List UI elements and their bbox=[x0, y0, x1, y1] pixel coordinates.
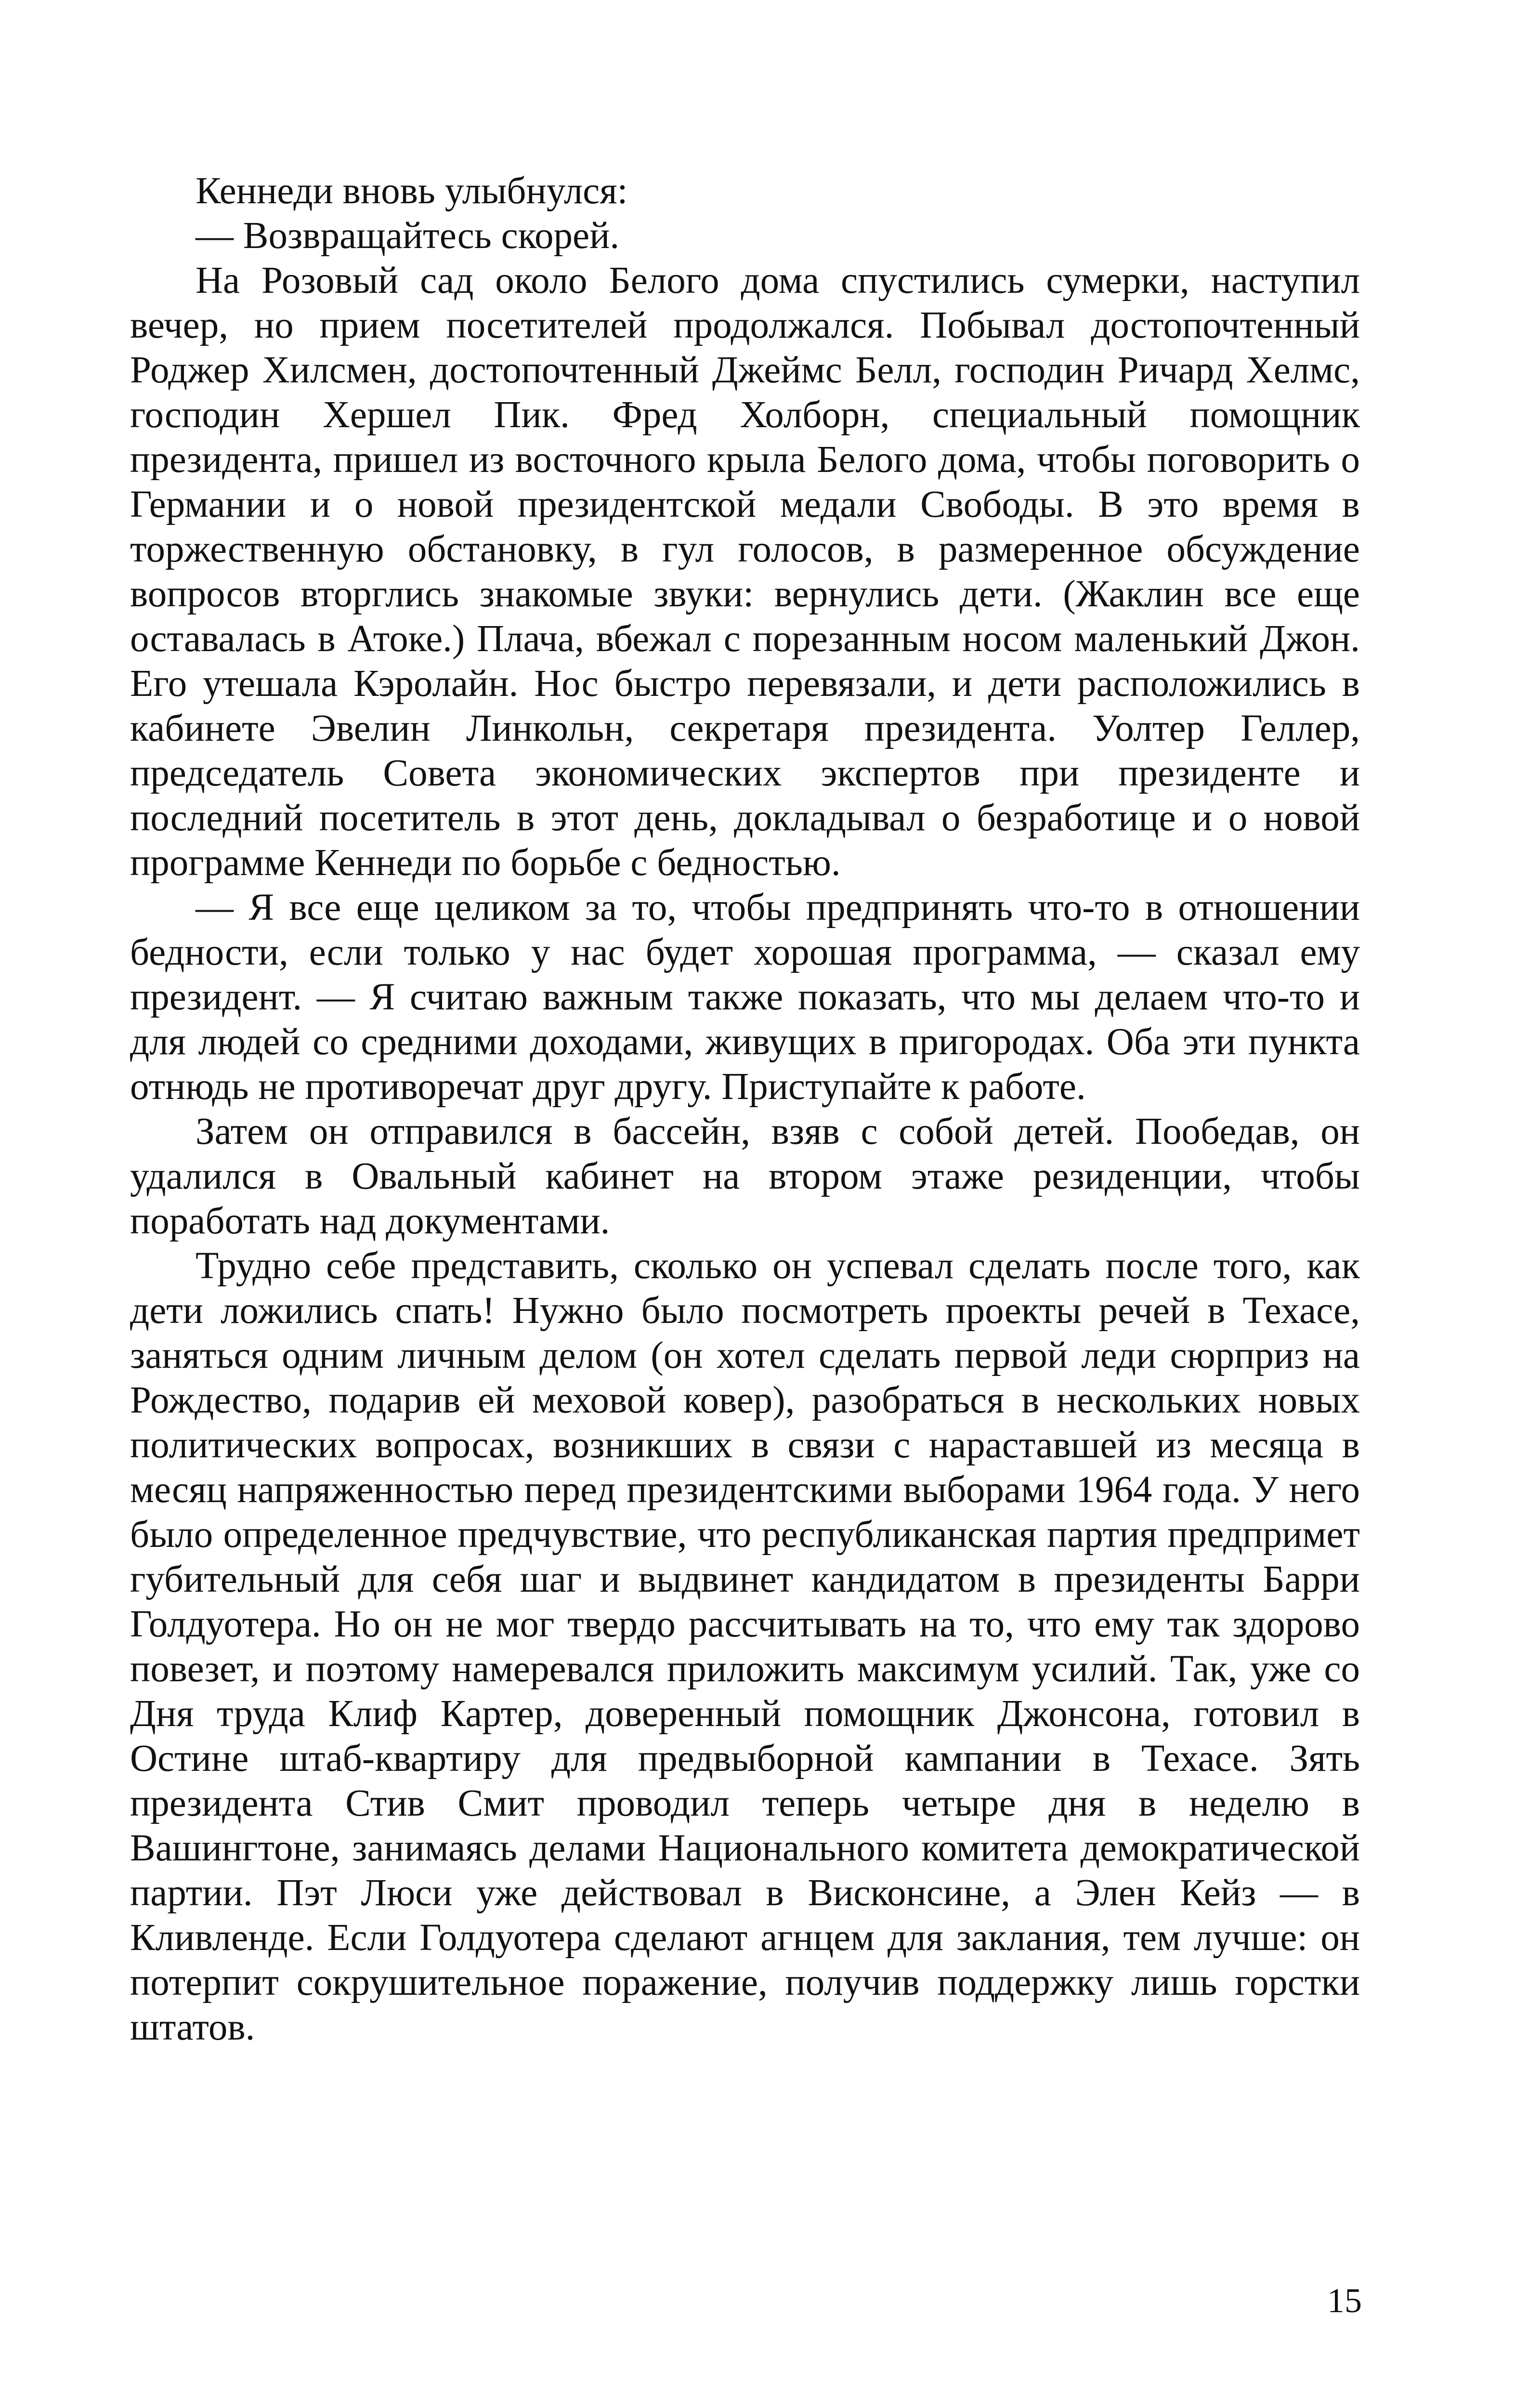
paragraph-3: На Розовый сад около Белого дома спустились сумерки, наступил вечер, но прием посетителей продолжался. Побывал достопочтенный Роджер Хилсмен, достопочтенный Джеймс Белл, господин Ричард Хелмс, господин Хершел Пик. Фред Холборн, специальный помощник президента, пришел из восточного крыла Белого дома, чтобы поговорить о Германии и о новой президентской медали Свободы. В это время в торжественную обстановку, в гул голосов, в размеренное обсуждение вопросов вторглись знакомые звуки: вернулись дети. (Жаклин все еще оставалась в Атоке.) Плача, вбежал с порезанным носом маленький Джон. Его утешала Кэролайн. Нос быстро перевязали, и дети расположились в кабинете Эвелин Линкольн, секретаря президента. Уолтер Геллер, председатель Совета экономических экспертов при президенте и последний посетитель в этот день, докладывал о безработице и о новой программе Кеннеди по борьбе с бедностью. bbox=[130, 260, 1360, 884]
page-number: 15 bbox=[1327, 2281, 1362, 2320]
paragraph-2: — Возвращайтесь скорей. bbox=[196, 215, 620, 257]
body-text bbox=[130, 169, 1360, 2050]
paragraph-6: Трудно себе представить, сколько он успевал сделать после того, как дети ложились спать! Нужно было посмотреть проекты речей в Техасе, заняться одним личным делом (он хотел сделать первой леди сюрприз на Рождество, подарив ей меховой ковер), разобраться в нескольких новых политических вопросах, возникших в связи с нараставшей из месяца в месяц напряженностью перед президентскими выборами 1964 года. У него было определенное предчувствие, что республиканская партия предпримет губительный для себя шаг и выдвинет кандидатом в президенты Барри Голдуотера. Но он не мог твердо рассчитывать на то, что ему так здорово повезет, и поэтому намеревался приложить максимум усилий. Так, уже со Дня труда Клиф Картер, доверенный помощник Джонсона, готовил в Остине штаб-квартиру для предвыборной кампании в Техасе. Зять президента Стив Смит проводил теперь четыре дня в неделю в Вашингтоне, занимаясь делами Национального комитета демократической партии. Пэт Люси уже действовал в Висконсине, а Элен Кейз — в Кливленде. Если Голдуотера сделают агнцем для заклания, тем лучше: он потерпит сокрушительное поражение, получив поддержку лишь горстки штатов. bbox=[130, 1245, 1360, 2048]
paragraph-5: Затем он отправился в бассейн, взяв с собой детей. Пообедав, он удалился в Овальный кабинет на втором этаже резиденции, чтобы поработать над документами. bbox=[130, 1111, 1360, 1242]
paragraph-1: Кеннеди вновь улыбнулся: bbox=[196, 170, 628, 212]
paragraph-4: — Я все еще целиком за то, чтобы предпринять что-то в отношении бедности, если только у нас будет хорошая программа, — сказал ему президент. — Я считаю важным также показать, что мы делаем что-то и для людей со средними доходами, живущих в пригородах. Оба эти пункта отнюдь не противоречат друг другу. Приступайте к работе. bbox=[130, 887, 1360, 1108]
